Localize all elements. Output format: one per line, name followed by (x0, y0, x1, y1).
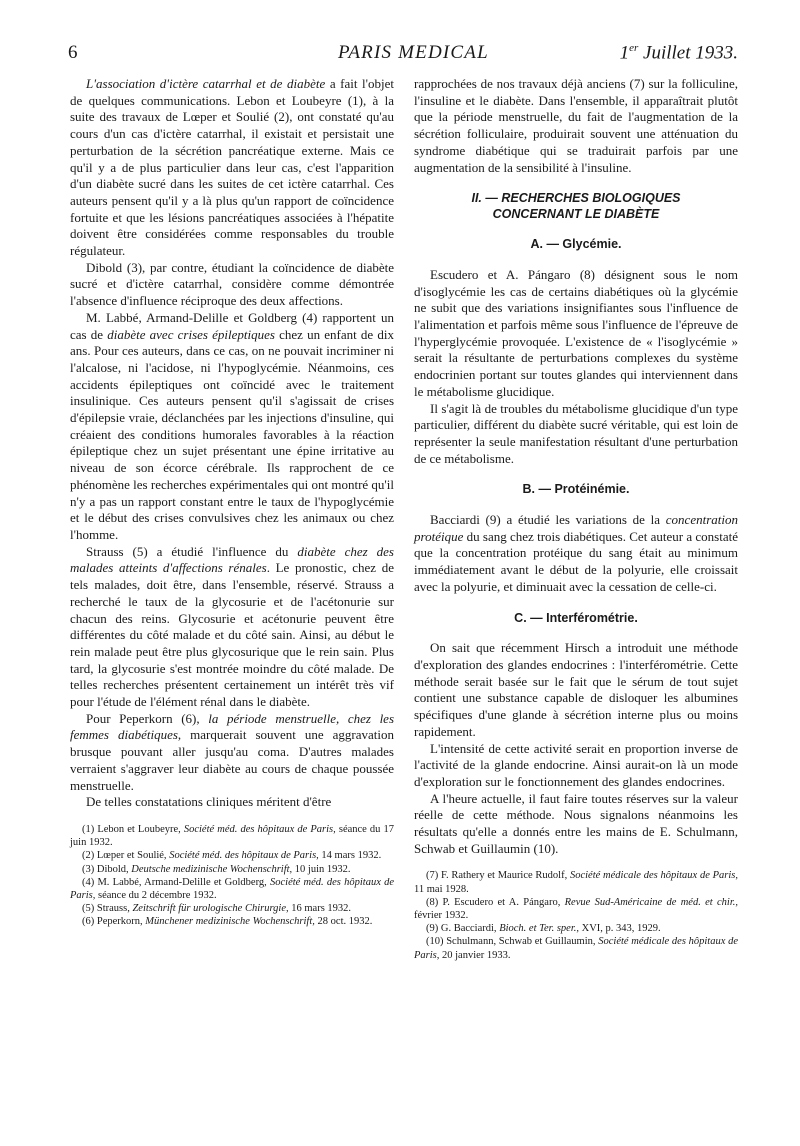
paragraph: L'intensité de cette activité serait en proportion inverse de l'activité de la glande endocrine. Ainsi aurait-on là un mode d'exploration sur le fonctionnement des glandes endocrines. (414, 740, 738, 789)
paragraph: M. Labbé, Armand-Delille et Goldberg (4) rapportent un cas de diabète avec crises épileptiques chez un enfant de dix ans. Pour ces auteurs, dans ce cas, on ne pouvait incriminer ni l'alcalose, ni l'acidose, ni l'hypoglycémie. Néanmoins, ces accidents épileptiques ont coïncidé avec le traitement insulinique. Ces auteurs pensent qu'il s'agissait de crises d'épilepsie vraie, déclanchées par les injections d'insuline, qui créaient des conditions humorales favorables à la réaction épileptique chez un sujet présentant une épine irritative au niveau de son écorce cérébrale. Ils rapprochent de ce phénomène les recherches expérimentales qui ont montré qu'il n'y a pas un rapport constant entre le taux de l'hypoglycémie et le début des crises convulsives chez les animaux ou chez l'homme. (70, 309, 394, 542)
subsection-heading-c: C. — Interférométrie. (514, 610, 638, 625)
footnote: (6) Peperkorn, Münchener medizinische Wochenschrift, 28 oct. 1932. (82, 916, 373, 928)
footnote: (10) Schulmann, Schwab et Guillaumin, Société médicale des hôpitaux de Paris, 20 janvier 1933. (414, 936, 738, 961)
footnote: (8) P. Escudero et A. Pángaro, Revue Sud-Américaine de méd. et chir., février 1932. (414, 896, 738, 922)
left-column (70, 76, 394, 929)
paragraph: Escudero et A. Pángaro (8) désignent sous le nom d'isoglycémie les cas de certains diabétiques où la glycémie ne subit que des variations insignifiantes sous l'influence de l'alimentation et parfois même sous l'influence de l'épreuve de l'hyperglycémie provoquée. L'existence de « l'isoglycémie » serait la résultante de perturbations complexes du système endocrinien portant sur toutes glandes qui interviennent dans le métabolisme glucidique. (414, 266, 738, 399)
paragraph: L'association d'ictère catarrhal et de diabète a fait l'objet de quelques communications. Lebon et Loubeyre (1), à la suite des travaux de Lœper et Soulié (2), ont constaté qu'au cours d'un cas d'ictère catarrhal, il existait et persistait une perturbation de la sécrétion pancréatique externe. Mais ce qu'il y a de plus particulier dans leur cas, c'est l'apparition d'un diabète sucré dans les suites de cet ictère catarrhal. Ces auteurs pensent qu'il y a là plus qu'un rapport de coïncidence fortuite et que les lésions pancréatiques associées à l'hépatite doivent être considérées comme responsables du trouble régulateur. (70, 76, 394, 259)
paragraph: Dibold (3), par contre, étudiant la coïncidence de diabète sucré et d'ictère catarrhal, considère comme démontrée l'absence d'influence réciproque des deux affections. (70, 259, 394, 309)
footnote: (2) Lœper et Soulié, Société méd. des hôpitaux de Paris, 14 mars 1932. (82, 850, 382, 862)
footnotes-right (414, 869, 738, 961)
paragraph: On sait que récemment Hirsch a introduit une méthode d'exploration des glandes endocrines : l'interférométrie. Cette méthode serait basée sur le fait que le sérum de tout sujet contient une substance capable de disloquer les albumines spécifiques d'une glande à sécrétion interne plus ou moins rapidement. (414, 640, 738, 739)
paragraph: Pour Peperkorn (6), la période menstruelle, chez les femmes diabétiques, marquerait souvent une aggravation brusque pouvant aller jusqu'au coma. D'autres malades verraient s'aggraver leur diabète au cours de chaque poussée menstruelle. (70, 710, 395, 793)
footnote: (5) Strauss, Zeitschrift für urologische Chirurgie, 16 mars 1932. (82, 903, 352, 915)
paragraph: Il s'agit là de troubles du métabolisme glucidique d'un type particulier, différent du diabète sucré véritable, qui est loin de représenter la seule manifestation résultant d'une perturbation de ce métabolisme. (414, 400, 738, 466)
footnote: (3) Dibold, Deutsche medizinische Wochenschrift, 10 juin 1932. (82, 863, 351, 875)
footnote: (7) F. Rathery et Maurice Rudolf, Société médicale des hôpitaux de Paris, 11 mai 1928. (414, 870, 738, 895)
paragraph: A l'heure actuelle, il faut faire toutes réserves sur la valeur réelle de cette méthode. Nous signalons néanmoins les résultats qu'elle a donnés entre les mains de E. Schulmann, Schwab et Guillaumin (10). (414, 790, 738, 856)
footnote: (9) G. Bacciardi, Bioch. et Ter. sper., XVI, p. 343, 1929. (426, 923, 661, 935)
paragraph: Strauss (5) a étudié l'influence du diabète chez des malades atteints d'affections rénales. Le pronostic, chez de tels malades, doit être, dans l'ensemble, réservé. Strauss a recherché le taux de la glycosurie et de l'acétonurie sur chacun des reins. Glycosurie et acétonurie peuvent être différentes du côté malade et du côté sain. Ainsi, au début le rein malade peut être plus glycosurique que le rein sain. Plus tard, la glycosurie s'est montrée moindre du côté malade. De telles recherches présentent certainement un intérêt très vif pour l'étude de l'élément rénal dans le diabète. (70, 543, 394, 710)
right-column (414, 76, 738, 962)
paragraph: Bacciardi (9) a étudié les variations de la concentration protéique du sang chez trois diabétiques. Cet auteur a constaté que la concentration protéique du sang était au minimum immédiatement avant le début de la polyurie, elle croissait avec la polyurie, et diminuait avec la cessation de celle-ci. (414, 512, 738, 594)
journal-title: PARIS MEDICAL (338, 42, 489, 63)
section-heading: II. — RECHERCHES BIOLOGIQUES CONCERNANT LE DIABÈTE (471, 191, 681, 222)
footnote: (4) M. Labbé, Armand-Delille et Goldberg, Société méd. des hôpitaux de Paris, séance du 2 décembre 1932. (70, 876, 394, 901)
page-number: 6 (68, 42, 78, 63)
page-header (68, 42, 738, 70)
subsection-heading-a: A. — Glycémie. (530, 237, 622, 252)
subsection-heading-b: B. — Protéinémie. (522, 482, 630, 497)
footnote: (1) Lebon et Loubeyre, Société méd. des hôpitaux de Paris, séance du 17 juin 1932. (70, 823, 395, 849)
issue-date: 1er Juillet 1933. (619, 42, 738, 64)
footnotes-left (70, 823, 394, 929)
paragraph: rapprochées de nos travaux déjà anciens (7) sur la folliculine, l'insuline et le diabète. Dans l'ensemble, il apparaîtrait plutôt que la période menstruelle, du fait de l'augmentation de la sécrétion folliculaire, produirait souvent une atténuation du syndrome diabétique qui se traduirait parfois par une augmentation de la sensibilité à l'insuline. (414, 76, 738, 175)
paragraph: De telles constatations cliniques méritent d'être (86, 794, 332, 810)
